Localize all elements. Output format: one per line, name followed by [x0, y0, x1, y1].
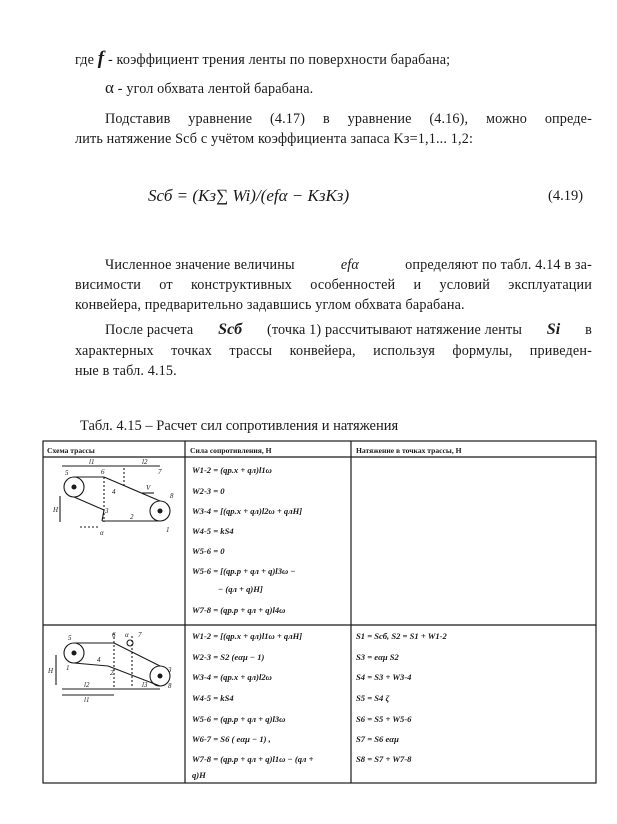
- scheme-2-label-4: 4: [97, 656, 101, 664]
- row2-force-7-cont: q)H: [192, 770, 206, 780]
- table-caption: Табл. 4.15 – Расчет сил сопротивления и натяжения: [80, 418, 399, 434]
- row1-force-6-cont: − (qл + q)H]: [218, 584, 263, 594]
- scheme-1-label-1: 1: [166, 526, 170, 534]
- header-resistance: Сила сопротивления, Н: [190, 446, 272, 455]
- conveyor-scheme-2: [56, 633, 170, 695]
- row2-force-3: W3-4 = (qр.х + qл)l2ω: [192, 672, 272, 682]
- row2-force-7: W7-8 = (qр.р + qл + q)l1ω − (qл +: [192, 754, 314, 764]
- symbol-s-sb: Sсб: [218, 321, 243, 338]
- paragraph-4-line-1: [105, 321, 592, 339]
- paragraph-3-line-2: висимости от конструктивных особенностей и условий эксплуатации: [75, 277, 592, 293]
- symbol-alpha: α: [105, 78, 115, 97]
- row2-force-2: W2-3 = S2 (eαμ − 1): [192, 652, 265, 662]
- row2-tension-5: S6 = S5 + W5-6: [356, 714, 412, 724]
- definition-f-prefix: где: [75, 52, 95, 68]
- row2-tension-4: S5 = S4 ζ: [356, 693, 390, 703]
- paragraph-2-line-2: лить натяжение Sсб с учётом коэффициента запаса Kз=1,1... 1,2:: [75, 131, 474, 147]
- row1-force-1: W1-2 = (qр.х + qл)l1ω: [192, 465, 272, 475]
- scheme-2-label-l1: l1: [84, 696, 90, 704]
- scheme-2-label-3: 3: [168, 666, 172, 674]
- equation-4-19: Sсб = (Kз∑ Wi)/(efα − KзKз): [148, 186, 350, 205]
- scheme-1-label-l2: l2: [142, 458, 148, 466]
- scheme-2-label-6: 6: [112, 631, 116, 639]
- paragraph-4-suffix: в: [585, 322, 592, 338]
- resistance-tension-table: [42, 440, 597, 784]
- scheme-1-label-8: 8: [170, 492, 174, 500]
- scheme-1-label-l1: l1: [89, 458, 95, 466]
- row2-force-5: W5-6 = (qр.р + qл + q)l3ω: [192, 714, 286, 724]
- row2-tension-1: S1 = Sсб, S2 = S1 + W1-2: [356, 631, 447, 641]
- scheme-1-label-2: 2: [130, 513, 134, 521]
- scheme-2-label-7: 7: [138, 631, 142, 639]
- paragraph-2-line-1: Подставив уравнение (4.17) в уравнение (4.16), можно опреде-: [105, 111, 592, 127]
- scheme-1-label-v: V: [146, 484, 151, 492]
- header-tension: Натяжение в точках трассы, Н: [356, 446, 462, 455]
- scheme-1-label-3: 3: [105, 507, 109, 515]
- row1-force-7: W7-8 = (qр.р + qл + q)l4ω: [192, 605, 286, 615]
- paragraph-3-prefix: Численное значение величины: [105, 257, 295, 273]
- row1-force-6: W5-6 = [(qр.р + qл + q)l3ω −: [192, 566, 296, 576]
- scheme-1-label-5: 5: [65, 469, 69, 477]
- definition-f-text: - коэффициент трения ленты по поверхности барабана;: [107, 52, 451, 68]
- scheme-1-label-alpha: α: [100, 529, 104, 537]
- symbol-s-i: Si: [546, 321, 561, 338]
- row1-force-5: W5-6 = 0: [192, 546, 225, 556]
- paragraph-3-line-3: конвейера, предварительно задавшись углом обхвата барабана.: [75, 297, 465, 313]
- row2-tension-2: S3 = eαμ S2: [356, 652, 399, 662]
- definition-alpha-text: - угол обхвата лентой барабана.: [117, 81, 314, 97]
- scheme-2-label-2: 2: [110, 669, 114, 677]
- paragraph-4-line-3: ные в табл. 4.15.: [75, 363, 177, 379]
- scheme-2-label-8: 8: [168, 682, 172, 690]
- scheme-2-label-alpha: α: [125, 631, 129, 639]
- row2-tension-3: S4 = S3 + W3-4: [356, 672, 412, 682]
- row1-force-4: W4-5 = kS4: [192, 526, 234, 536]
- row1-force-2: W2-3 = 0: [192, 486, 225, 496]
- definition-alpha-line: [105, 79, 313, 98]
- paragraph-3-suffix: определяют по табл. 4.14 в за-: [405, 257, 592, 273]
- row2-tension-7: S8 = S7 + W7-8: [356, 754, 412, 764]
- paragraph-4-mid: (точка 1) рассчитывают натяжение ленты: [267, 322, 523, 338]
- table-grid: [42, 440, 597, 784]
- scheme-1-label-6: 6: [101, 468, 105, 476]
- scheme-1-label-7: 7: [158, 468, 162, 476]
- symbol-f: f: [97, 48, 105, 69]
- paragraph-4-prefix: После расчета: [105, 322, 194, 338]
- row2-force-4: W4-5 = kS4: [192, 693, 234, 703]
- scheme-2-label-l2: l2: [84, 681, 90, 689]
- definition-f-line: [75, 50, 450, 69]
- scheme-2-label-h: H: [48, 667, 54, 675]
- scheme-1-label-4: 4: [112, 488, 116, 496]
- scheme-2-label-l3: l3: [142, 681, 148, 689]
- row2-force-1: W1-2 = [(qр.х + qл)l1ω + qлH]: [192, 631, 303, 641]
- row1-force-3: W3-4 = [(qр.х + qл)l2ω + qлH]: [192, 506, 303, 516]
- equation-number: (4.19): [548, 188, 584, 204]
- scheme-2-label-1: 1: [66, 664, 70, 672]
- symbol-e-f-alpha: efα: [340, 257, 359, 273]
- paragraph-3-line-1: [105, 257, 592, 274]
- header-scheme: Схема трассы: [47, 446, 95, 455]
- row2-tension-6: S7 = S6 eαμ: [356, 734, 399, 744]
- conveyor-scheme-1: [60, 466, 170, 527]
- row2-force-6: W6-7 = S6 ( eαμ − 1) ,: [192, 734, 271, 744]
- scheme-2-label-5: 5: [68, 634, 72, 642]
- paragraph-4-line-2: характерных точках трассы конвейера, используя формулы, приведен-: [75, 343, 592, 359]
- scheme-1-label-h: H: [53, 506, 59, 514]
